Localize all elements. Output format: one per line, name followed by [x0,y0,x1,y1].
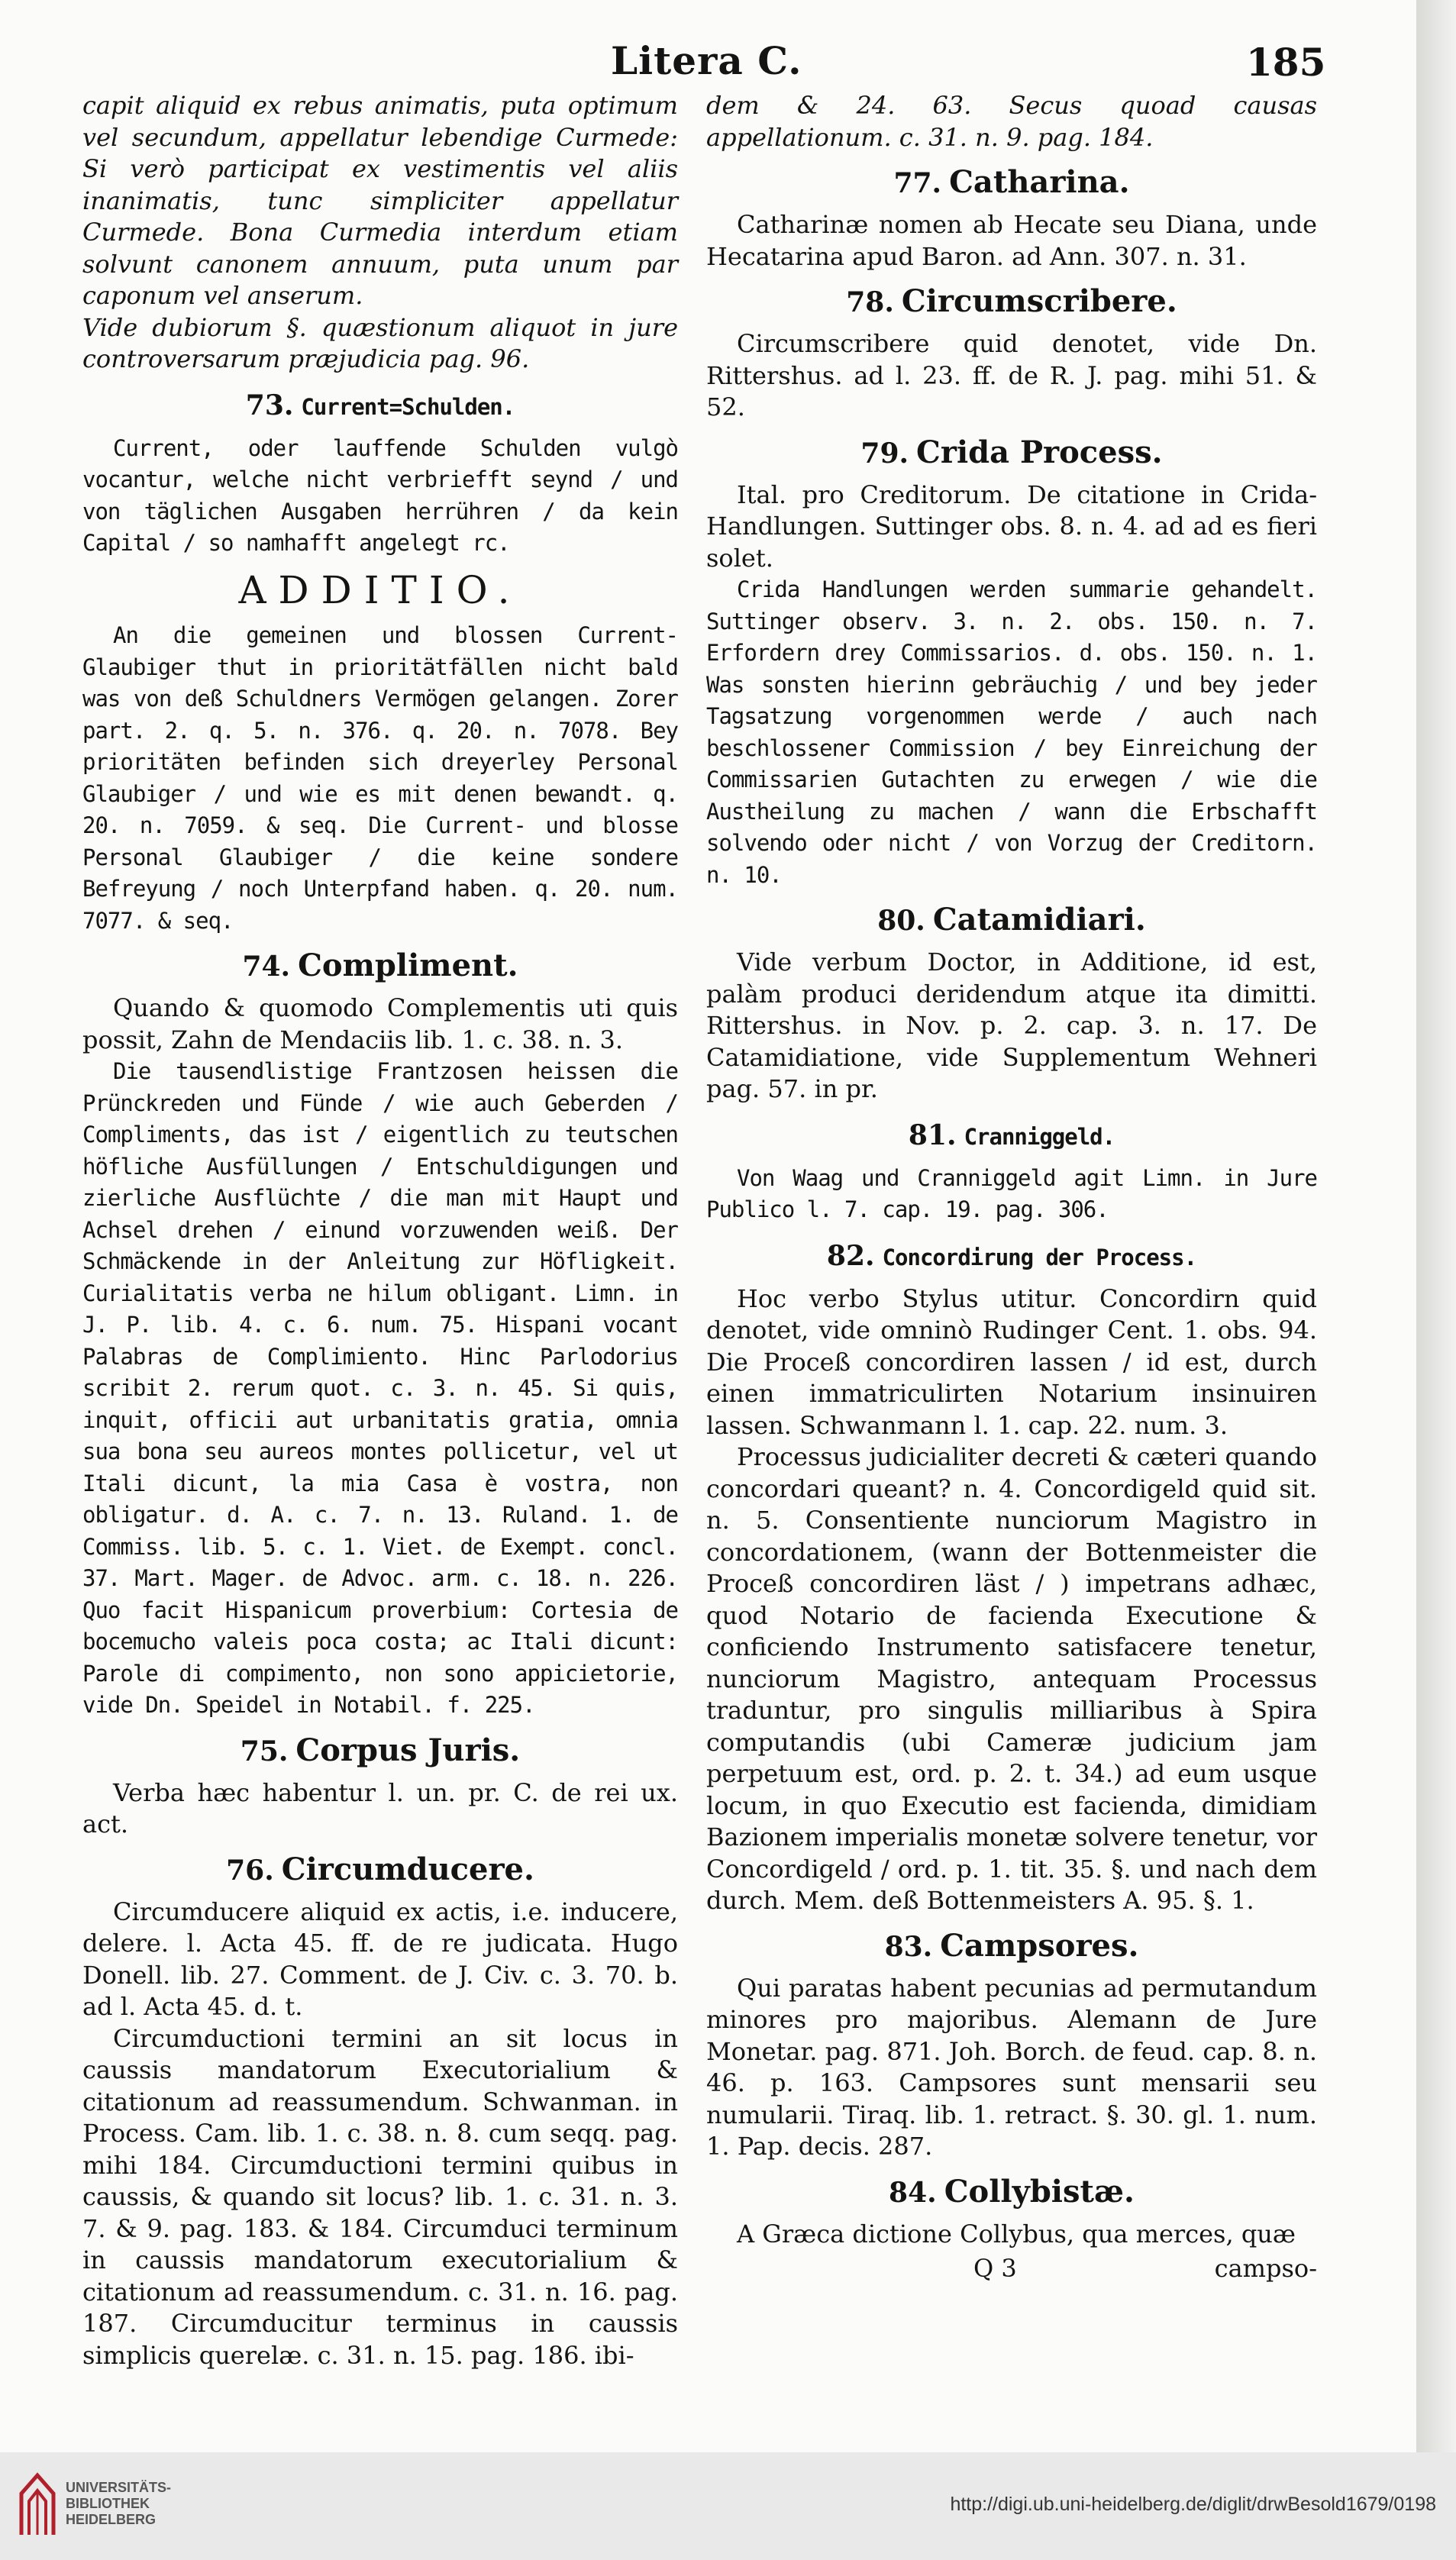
section-number: 81. [908,1119,957,1151]
section-heading-74 [82,947,678,985]
section-title: Concordirung der Process. [882,1244,1197,1270]
section-title: Collybistæ. [944,2173,1135,2210]
additio-heading: ADDITIO. [238,567,522,612]
section-73-paragraph-1: Current, oder lauffende Schulden vulgò vocantur, welche nicht verbriefft seynd / und von täglichen Ausgaben herrühren / da kein Capital / so namhafft angelegt rc. [82,434,678,556]
section-heading-84 [706,2174,1317,2211]
section-heading-83 [706,1928,1317,1965]
section-title: Crida Process. [916,434,1163,470]
section-number: 80. [877,905,925,937]
section-title: Campsores. [940,1927,1139,1964]
intro-paragraph: capit aliquid ex rebus animatis, puta optimum vel secundum, appellatur lebendige Curmede: Si verò participat ex vestimentis vel aliis inanimatis, tunc simpliciter appellatur Curmede. Bona Curmedia interdum etiam solvunt canonem annuum, puta unum par caponum vel anserum. [82,91,678,310]
library-name-line: HEIDELBERG [66,2512,157,2527]
section-84-paragraph-1: A Græca dictione Collybus, qua merces, quæ [737,2219,1296,2248]
viewer-footer-bar [0,2452,1456,2560]
section-title: Current=Schulden. [301,393,515,420]
section-79-paragraph-2: Crida Handlungen werden summarie gehandelt. Suttinger observ. 3. n. 2. obs. 150. n. 7. Erfordern drey Commissarios. d. obs. 150. n. 1. Was sonsten hierinn gebräuchig / und bey jeder Tagsatzung vorgenommen werde / auch nach beschlossener Commission / bey Einreichung der Commissarien Gutachten zu erwegen / wie die Austheilung zu machen / wann die Erbschafft solvendo oder nicht / von Vorzug der Creditorn. n. 10. [706,576,1317,888]
section-76-paragraph-2: Circumductioni termini an sit locus in caussis mandatorum Executorialium & citationum ad reassumendum. Schwanman. in Process. Cam. lib. 1. c. 38. n. 8. cum seqq. pag. mihi 184. Circumductioni termini quibus in caussis, & quando sit locus? lib. 1. c. 31. n. 3. 7. & 9. pag. 183. & 184. Circumduci terminum in caussis mandatorum executorialium & citationum ad reassumendum. c. 31. n. 16. pag. 187. Circumducitur terminus in caussis simplicis querelæ. c. 31. n. 15. pag. 186. ibi- [82,2023,678,2370]
section-77-paragraph-1: Catharinæ nomen ab Hecate seu Diana, unde Hecatarina apud Baron. ad Ann. 307. n. 31. [706,210,1317,271]
section-title: Compliment. [298,947,518,983]
running-head: Litera C. [611,38,802,83]
intro-reference: Vide dubiorum §. quæstionum aliquot in jure controversarum præjudicia pag. 96. [82,312,678,373]
section-number: 79. [860,437,909,470]
library-name-line: UNIVERSITÄTS- [66,2480,172,2495]
library-name-line: BIBLIOTHEK [66,2496,150,2511]
continuation-paragraph: dem & 24. 63. Secus quoad causas appellationum. c. 31. n. 9. pag. 184. [706,91,1317,152]
right-column [706,90,1317,2285]
section-number: 83. [884,1930,933,1963]
section-number: 74. [242,951,291,983]
section-heading-75 [82,1732,678,1770]
section-heading-79 [706,434,1317,472]
section-title: Catamidiari. [932,902,1146,938]
section-80-paragraph-1: Vide verbum Doctor, in Additione, id est, palàm produci deridendum atque ita dimitti. Rittershus. in Nov. p. 2. cap. 3. n. 17. De Catamidiatione, vide Supplementum Wehneri pag. 57. in pr. [706,947,1317,1103]
section-79-paragraph-1: Ital. pro Creditorum. De citatione in Crida-Handlungen. Suttinger obs. 8. n. 4. ad ad es fieri solet. [706,479,1317,573]
signature-mark: Q 3 [973,2254,1017,2283]
section-number: 73. [245,389,294,421]
section-title: Circumducere. [281,1851,534,1887]
section-81-paragraph-1: Von Waag und Cranniggeld agit Limn. in Jure Publico l. 7. cap. 19. pag. 306. [706,1164,1317,1222]
section-78-paragraph-1: Circumscribere quid denotet, vide Dn. Rittershus. ad l. 23. ff. de R. J. pag. mihi 51. & 52. [706,329,1317,421]
section-title: Cranniggeld. [964,1123,1115,1150]
permalink-url[interactable]: http://digi.ub.uni-heidelberg.de/diglit/drwBesold1679/0198 [950,2494,1436,2515]
section-heading-77 [706,164,1317,202]
section-title: Corpus Juris. [295,1732,521,1768]
section-number: 84. [889,2176,937,2209]
section-heading-82 [706,1237,1317,1276]
library-name [66,2480,171,2528]
page-number: 185 [1246,40,1326,85]
section-title: Circumscribere. [901,283,1177,319]
university-library-logo-icon [17,2471,58,2539]
section-heading-81 [706,1116,1317,1155]
section-82-paragraph-1: Hoc verbo Stylus utitur. Concordirn quid denotet, vide omninò Rudinger Cent. 1. obs. 94. Die Proceß concordiren lassen / id est, durch einen immatriculirten Notarium insinuiren lassen. Schwanmann l. 1. cap. 22. num. 3. [706,1283,1317,1440]
page-foot [706,2253,1317,2285]
left-column [82,90,678,2371]
section-number: 76. [226,1854,274,1887]
section-number: 75. [240,1735,289,1767]
section-heading-78 [706,283,1317,321]
section-76-paragraph-1: Circumducere aliquid ex actis, i.e. inducere, delere. l. Acta 45. ff. de re judicata. Hugo Donell. lib. 27. Comment. de J. Civ. c. 3. 70. b. ad l. Acta 45. d. t. [82,1897,678,2021]
section-73-paragraph-2: An die gemeinen und blossen Current-Glaubiger thut in prioritätfällen nicht bald was von deß Schuldners Vermögen gelangen. Zorer part. 2. q. 5. n. 376. q. 20. n. 7078. Bey prioritäten befinden sich dreyerley Personal Glaubiger / und wie es mit denen bewandt. q. 20. n. 7059. & seq. Die Current- und blosse Personal Glaubiger / die keine sondere Befreyung / noch Unterpfand haben. q. 20. num. 7077. & seq. [82,622,678,934]
section-82-paragraph-2: Processus judicialiter decreti & cæteri quando concordari queant? n. 4. Concordigeld quid sit. n. 5. Consentiente nunciorum Magistro in concordationem, (wann der Bottenmeister die Proceß concordiren läst / ) impetrans adhæc, quod Notario de facienda Executione & conficiendo Instrumento satisfacere tenetur, nunciorum Magistro, antequam Processus traduntur, pro singulis milliaribus à Spira computandis (ubi Cameræ judicium jam perpetuum est, ord. p. 2. t. 34.) ad eum usque locum, in quo Executio est facienda, dimidiam Bazionem imperialis monetæ solvere tenetur, vor Concordigeld / ord. p. 1. tit. 35. §. und nach dem durch. Mem. deß Bottenmeisters A. 95. §. 1. [706,1442,1317,1915]
section-number: 78. [846,286,894,318]
section-heading-73 [82,386,678,425]
section-heading-80 [706,902,1317,939]
section-74-paragraph-1: Quando & quomodo Complementis uti quis possit, Zahn de Mendaciis lib. 1. c. 38. n. 3. [82,993,678,1054]
section-number: 82. [826,1239,875,1272]
section-83-paragraph-1: Qui paratas habent pecunias ad permutandum minores pro majoribus. Alemann de Jure Monetar. pag. 871. Joh. Borch. de feud. cap. 8. n. 46. p. 163. Campsores sunt mensarii seu numularii. Tiraq. lib. 1. retract. §. 30. gl. 1. num. 1. Pap. decis. 287. [706,1973,1317,2161]
section-74-paragraph-2: Die tausendlistige Frantzosen heissen die Prünckreden und Fünde / wie auch Geberden / Compliments, das ist / eigentlich zu teutschen höfliche Ausfüllungen / Entschuldigungen und zierliche Ausflüchte / die man mit Haupt und Achsel drehen / einund vorzuwenden weiß. Der Schmäckende in der Anleitung zur Höfligkeit. Curialitatis verba ne hilum obligant. Limn. in J. P. lib. 4. c. 6. num. 75. Hispani vocant Palabras de Complimiento. Hinc Parlodorius scribit 2. rerum quot. c. 3. n. 45. Si quis, inquit, officii aut urbanitatis gratia, omnia sua bona seu aureos montes pollicetur, vel ut Itali dicunt, la mia Casa è vostra, non obligatur. d. A. c. 7. n. 13. Ruland. 1. de Commiss. lib. 5. c. 1. Viet. de Exempt. concl. 37. Mart. Mager. de Advoc. arm. c. 18. n. 226. Quo facit Hispanicum proverbium: Cortesia de bocemucho valeis poca costa; ac Itali dicunt: Parole di compimento, non sono appicietorie, vide Dn. Speidel in Notabil. f. 225. [82,1058,678,1718]
section-heading-76 [82,1851,678,1889]
page-edge [1416,0,1456,2452]
catchword: campso- [1214,2254,1317,2283]
section-number: 77. [893,167,942,199]
section-75-paragraph-1: Verba hæc habentur l. un. pr. C. de rei ux. act. [82,1777,678,1838]
section-title: Catharina. [949,164,1130,200]
